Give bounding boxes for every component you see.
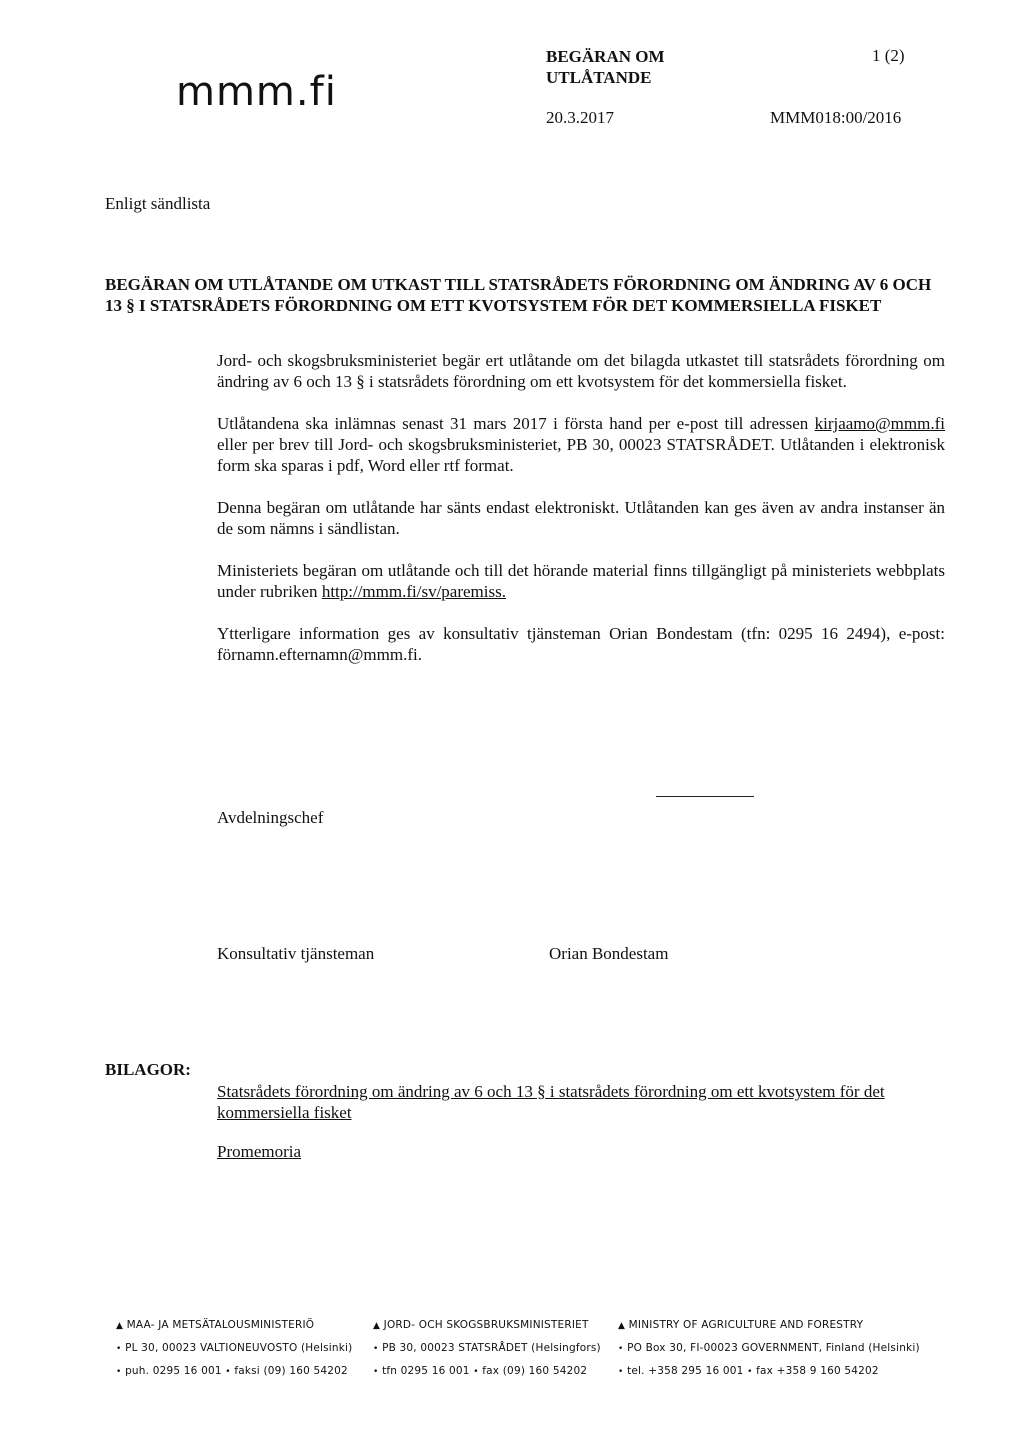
footer-sv-address: PB 30, 00023 STATSRÅDET (Helsingfors) — [382, 1342, 601, 1354]
bullet-icon: • — [373, 1367, 379, 1377]
footer-sv-name: JORD- OCH SKOGSBRUKSMINISTERIET — [383, 1319, 589, 1331]
footer-fi-address: PL 30, 00023 VALTIONEUVOSTO (Helsinki) — [125, 1342, 353, 1354]
ministry-logo: mmm.fi — [176, 69, 337, 115]
bullet-icon: • — [225, 1367, 231, 1377]
deadline-text: Utlåtandena ska inlämnas senast 31 mars 2017 i första hand per e-post till adressen — [217, 414, 815, 433]
bullet-icon: • — [473, 1367, 479, 1377]
head-of-department-title: Avdelningschef — [217, 808, 324, 827]
officer-title: Konsultativ tjänsteman — [217, 944, 375, 963]
bullet-icon: • — [116, 1344, 122, 1354]
reference-number: MMM018:00/2016 — [770, 108, 902, 127]
postal-text: eller per brev till Jord- och skogsbruksministeriet, PB 30, 00023 STATSRÅDET. Utlåtanden i elektronisk form ska sparas i pdf, Word eller rtf format. — [217, 435, 945, 475]
attachments-label: BILAGOR: — [105, 1060, 191, 1079]
triangle-icon: ▲ — [618, 1321, 626, 1331]
page-number: 1 (2) — [872, 46, 905, 65]
footer-swedish — [373, 1314, 601, 1383]
paragraph-electronic: Denna begäran om utlåtande har sänts endast elektroniskt. Utlåtanden kan ges även av andra instanser än de som nämns i sändlistan. — [217, 498, 945, 538]
paragraph-website — [217, 560, 945, 602]
footer-en-name: MINISTRY OF AGRICULTURE AND FORESTRY — [628, 1319, 864, 1331]
footer-en-address: PO Box 30, FI-00023 GOVERNMENT, Finland (Helsinki) — [627, 1342, 920, 1354]
paragraph-contact: Ytterligare information ges av konsultativ tjänsteman Orian Bondestam (tfn: 0295 16 2494), e-post: förnamn.efternamn@mmm.fi. — [217, 624, 945, 664]
recipient-line: Enligt sändlista — [105, 194, 211, 213]
triangle-icon: ▲ — [373, 1321, 381, 1331]
paragraph-request: Jord- och skogsbruksministeriet begär ert utlåtande om det bilagda utkastet till statsrådets förordning om ändring av 6 och 13 § i statsrådets förordning om ett kvotsystem för det kommersiella fisket. — [217, 351, 945, 391]
triangle-icon: ▲ — [116, 1321, 124, 1331]
footer-fi-name: MAA- JA METSÄTALOUSMINISTERIÖ — [126, 1319, 315, 1331]
footer-sv-phone: tfn 0295 16 001 — [382, 1365, 470, 1377]
footer-finnish — [116, 1314, 352, 1383]
footer-sv-fax: fax (09) 160 54202 — [482, 1365, 588, 1377]
bullet-icon: • — [618, 1344, 624, 1354]
paragraph-deadline — [217, 413, 945, 476]
document-type: BEGÄRAN OM UTLÅTANDE — [546, 47, 665, 87]
website-text: Ministeriets begäran om utlåtande och till det hörande material finns tillgängligt på ministeriets webbplats under rubriken — [217, 561, 945, 601]
document-date: 20.3.2017 — [546, 108, 614, 127]
signature-line — [656, 796, 754, 797]
attachment-link-regulation[interactable]: Statsrådets förordning om ändring av 6 och 13 § i statsrådets förordning om ett kvotsystem för det kommersiella fisket — [217, 1082, 885, 1122]
officer-name: Orian Bondestam — [549, 944, 669, 963]
footer-fi-fax: faksi (09) 160 54202 — [234, 1365, 348, 1377]
document-title: BEGÄRAN OM UTLÅTANDE OM UTKAST TILL STATSRÅDETS FÖRORDNING OM ÄNDRING AV 6 OCH 13 § I STATSRÅDETS FÖRORDNING OM ETT KVOTSYSTEM FÖR DET KOMMERSIELLA FISKET — [105, 275, 932, 315]
email-link[interactable]: kirjaamo@mmm.fi — [814, 414, 945, 433]
footer-english — [618, 1314, 920, 1383]
bullet-icon: • — [747, 1367, 753, 1377]
footer-en-fax: fax +358 9 160 54202 — [756, 1365, 879, 1377]
website-link[interactable]: http://mmm.fi/sv/paremiss. — [321, 582, 506, 601]
bullet-icon: • — [116, 1367, 122, 1377]
footer-fi-phone: puh. 0295 16 001 — [125, 1365, 222, 1377]
document-body — [217, 350, 945, 686]
bullet-icon: • — [618, 1367, 624, 1377]
attachment-link-memo[interactable]: Promemoria — [217, 1142, 302, 1161]
bullet-icon: • — [373, 1344, 379, 1354]
footer-en-phone: tel. +358 295 16 001 — [627, 1365, 744, 1377]
